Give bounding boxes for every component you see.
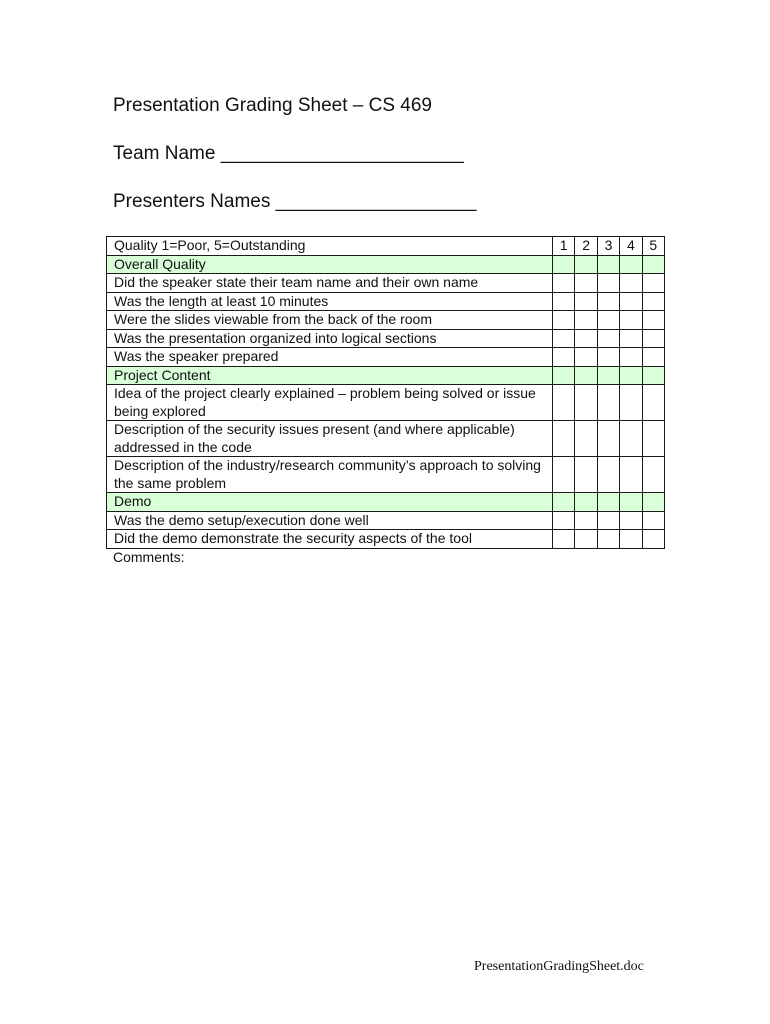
score-cell	[553, 255, 575, 274]
score-cell	[597, 457, 619, 493]
team-name-field: Team Name _______________________	[113, 143, 464, 164]
score-cell	[553, 274, 575, 293]
quality-scale-label: Quality 1=Poor, 5=Outstanding	[107, 237, 553, 256]
score-cell	[575, 530, 597, 549]
score-header-1: 1	[553, 237, 575, 256]
table-row	[107, 274, 665, 293]
score-cell	[620, 457, 642, 493]
score-cell	[597, 292, 619, 311]
criterion-label: Description of the industry/research community’s approach to solving the same problem	[107, 457, 553, 493]
score-cell	[620, 530, 642, 549]
criterion-label: Did the speaker state their team name and their own name	[107, 274, 553, 293]
score-cell	[553, 421, 575, 457]
score-cell	[553, 329, 575, 348]
score-header-5: 5	[642, 237, 664, 256]
score-cell	[620, 329, 642, 348]
score-cell	[597, 274, 619, 293]
score-cell	[575, 511, 597, 530]
score-cell	[620, 274, 642, 293]
criterion-label: Were the slides viewable from the back of the room	[107, 311, 553, 330]
score-cell	[553, 511, 575, 530]
score-cell	[597, 511, 619, 530]
score-cell	[642, 292, 664, 311]
document-filename: PresentationGradingSheet.doc	[474, 959, 644, 974]
score-cell	[620, 385, 642, 421]
score-cell	[575, 274, 597, 293]
criterion-label: Description of the security issues present (and where applicable) addressed in the code	[107, 421, 553, 457]
criterion-label: Was the demo setup/execution done well	[107, 511, 553, 530]
score-cell	[597, 366, 619, 385]
score-cell	[575, 255, 597, 274]
score-cell	[620, 311, 642, 330]
score-cell	[575, 493, 597, 512]
section-row-overall-quality	[107, 255, 665, 274]
score-cell	[597, 329, 619, 348]
score-header-3: 3	[597, 237, 619, 256]
presenters-names-field: Presenters Names ___________________	[113, 191, 477, 212]
score-cell	[642, 348, 664, 367]
score-cell	[575, 457, 597, 493]
criterion-label: Was the length at least 10 minutes	[107, 292, 553, 311]
criterion-label: Idea of the project clearly explained – problem being solved or issue being explored	[107, 385, 553, 421]
table-row	[107, 530, 665, 549]
score-cell	[642, 457, 664, 493]
score-cell	[575, 348, 597, 367]
score-cell	[553, 348, 575, 367]
score-cell	[553, 366, 575, 385]
score-cell	[553, 292, 575, 311]
score-cell	[553, 493, 575, 512]
score-cell	[597, 255, 619, 274]
score-cell	[597, 421, 619, 457]
score-cell	[553, 530, 575, 549]
score-cell	[620, 348, 642, 367]
score-cell	[597, 530, 619, 549]
score-cell	[575, 421, 597, 457]
score-cell	[620, 255, 642, 274]
comments-label: Comments:	[113, 549, 185, 565]
score-cell	[620, 493, 642, 512]
section-row-demo	[107, 493, 665, 512]
score-cell	[553, 311, 575, 330]
score-cell	[553, 385, 575, 421]
table-row	[107, 421, 665, 457]
score-cell	[642, 511, 664, 530]
score-cell	[575, 311, 597, 330]
table-row	[107, 292, 665, 311]
table-row	[107, 511, 665, 530]
score-cell	[642, 366, 664, 385]
score-cell	[642, 385, 664, 421]
score-cell	[642, 311, 664, 330]
criterion-label: Was the speaker prepared	[107, 348, 553, 367]
criterion-label: Was the presentation organized into logical sections	[107, 329, 553, 348]
score-cell	[597, 311, 619, 330]
score-cell	[642, 255, 664, 274]
score-cell	[597, 385, 619, 421]
table-row	[107, 348, 665, 367]
criterion-label: Did the demo demonstrate the security aspects of the tool	[107, 530, 553, 549]
score-cell	[642, 421, 664, 457]
section-title: Project Content	[107, 366, 553, 385]
grading-table	[106, 236, 665, 549]
score-header-4: 4	[620, 237, 642, 256]
table-row	[107, 329, 665, 348]
table-row	[107, 457, 665, 493]
section-title: Demo	[107, 493, 553, 512]
table-header-row	[107, 237, 665, 256]
score-cell	[575, 366, 597, 385]
score-cell	[575, 329, 597, 348]
score-cell	[597, 348, 619, 367]
table-row	[107, 311, 665, 330]
score-cell	[642, 274, 664, 293]
score-cell	[553, 457, 575, 493]
score-cell	[620, 511, 642, 530]
score-cell	[597, 493, 619, 512]
score-cell	[642, 530, 664, 549]
table-row	[107, 385, 665, 421]
score-cell	[575, 385, 597, 421]
score-cell	[620, 421, 642, 457]
section-title: Overall Quality	[107, 255, 553, 274]
score-cell	[620, 366, 642, 385]
section-row-project-content	[107, 366, 665, 385]
score-cell	[575, 292, 597, 311]
sheet-title: Presentation Grading Sheet – CS 469	[113, 95, 432, 116]
score-cell	[642, 329, 664, 348]
score-cell	[642, 493, 664, 512]
score-header-2: 2	[575, 237, 597, 256]
score-cell	[620, 292, 642, 311]
